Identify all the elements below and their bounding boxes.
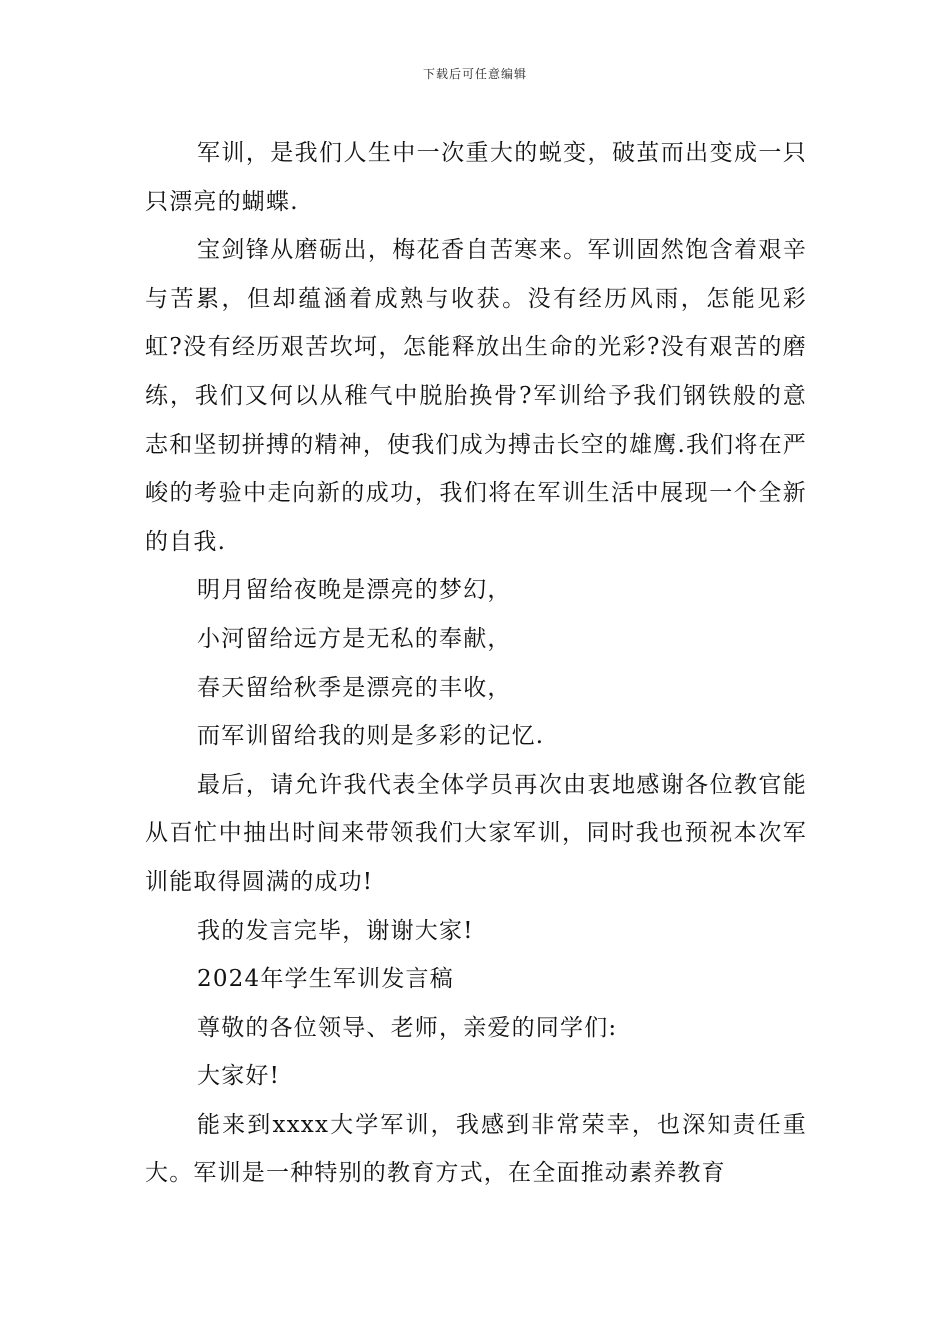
document-body [145,129,807,1198]
poem-line: 春天留给秋季是漂亮的丰收， [197,674,512,701]
paragraph: 军训，是我们人生中一次重大的蜕变，破茧而出变成一只只漂亮的蝴蝶. [145,140,807,215]
poem-line: 明月留给夜晚是漂亮的梦幻， [197,577,512,604]
section-title: 2024年学生军训发言稿 [197,966,454,993]
greeting: 大家好! [197,1063,281,1090]
paragraph: 最后，请允许我代表全体学员再次由衷地感谢各位教官能从百忙中抽出时间来带领我们大家军训，同时我也预祝本次军训能取得圆满的成功! [145,771,807,895]
paragraph: 宝剑锋从磨砺出，梅花香自苦寒来。军训固然饱含着艰辛与苦累，但却蕴涵着成熟与收获。没有经历风雨，怎能见彩虹?没有经历艰苦坎坷，怎能释放出生命的光彩?没有艰苦的磨练，我们又何以从稚气中脱胎换骨?军训给予我们钢铁般的意志和坚韧拼搏的精神，使我们成为搏击长空的雄鹰.我们将在严峻的考验中走向新的成功，我们将在军训生活中展现一个全新的自我. [145,237,807,555]
salutation: 尊敬的各位领导、老师，亲爱的同学们: [197,1014,618,1041]
paragraph: 能来到xxxx大学军训，我感到非常荣幸，也深知责任重大。军训是一种特别的教育方式，在全面推动素养教育 [145,1111,807,1187]
poem-line: 而军训留给我的则是多彩的记忆. [197,723,545,750]
poem-line: 小河留给远方是无私的奉献， [197,625,512,652]
header-note: 下载后可任意编辑 [422,67,527,81]
closing-line: 我的发言完毕，谢谢大家! [197,917,474,944]
